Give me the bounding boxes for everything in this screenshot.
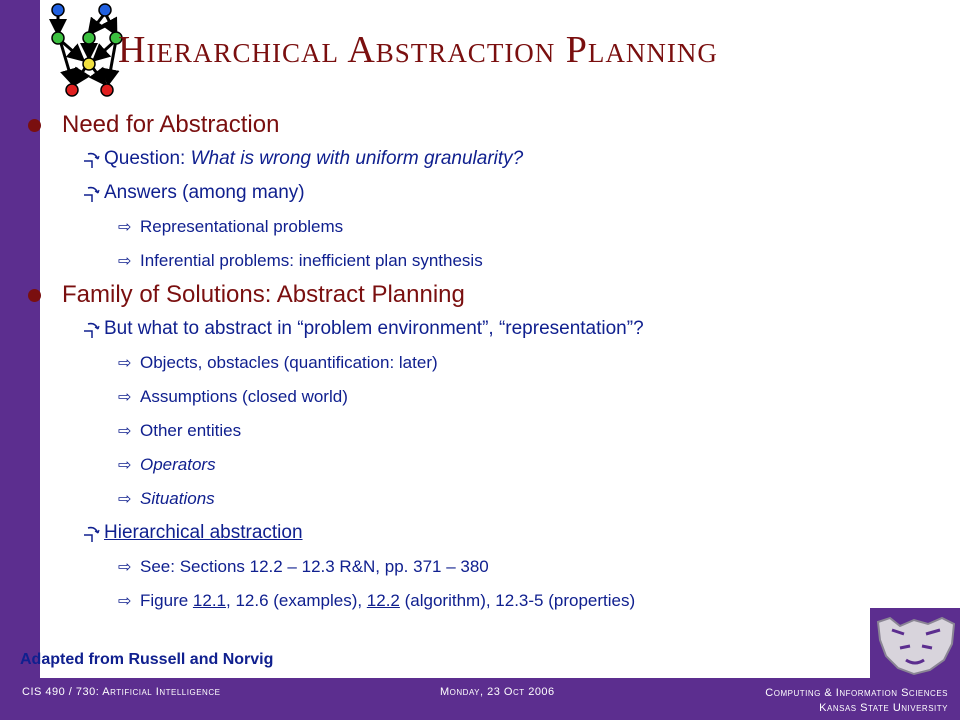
section-heading	[24, 108, 864, 142]
hollow-right-arrow-icon: ⇨	[118, 421, 132, 440]
item-question: What is wrong with uniform granularity?	[190, 148, 524, 169]
sub-item-text: Other entities	[140, 421, 242, 440]
sub-item	[24, 550, 864, 584]
section-heading	[24, 278, 864, 312]
hierarchical-abstraction-link[interactable]: Hierarchical abstraction	[104, 522, 303, 543]
figure-middle: , 12.6 (examples),	[226, 591, 367, 610]
sub-item-text: Situations	[140, 489, 215, 508]
figure-prefix: Figure	[140, 591, 193, 610]
credit-line: Adapted from Russell and Norvig	[20, 651, 274, 668]
figure-12-1-link[interactable]: 12.1	[192, 591, 227, 610]
sub-item-text: Operators	[140, 455, 216, 474]
department-label: Computing & Information Sciences	[765, 687, 948, 699]
list-item	[24, 176, 864, 210]
department-block	[765, 686, 948, 716]
list-item	[24, 516, 864, 550]
sub-item-text: Assumptions (closed world)	[140, 387, 348, 406]
sub-item	[24, 210, 864, 244]
checkbox-mark-icon	[82, 525, 100, 543]
course-label: CIS 490 / 730: Artificial Intelligence	[22, 686, 221, 698]
section-heading-text: Family of Solutions: Abstract Planning	[62, 281, 465, 308]
university-label: Kansas State University	[819, 702, 948, 714]
figure-suffix: (algorithm), 12.3-5 (properties)	[399, 591, 636, 610]
round-bullet	[28, 119, 41, 132]
checkbox-mark-icon	[82, 321, 100, 339]
item-text: But what to abstract in “problem environment”, “representation”?	[104, 318, 644, 339]
figure-12-2-link[interactable]: 12.2	[366, 591, 400, 610]
checkbox-mark-icon	[82, 151, 100, 169]
sub-item	[24, 346, 864, 380]
date-label: Monday, 23 Oct 2006	[440, 686, 555, 698]
sub-item-text: See: Sections 12.2 – 12.3 R&N, pp. 371 – 380	[140, 557, 489, 576]
list-item	[24, 312, 864, 346]
wildcat-logo	[870, 608, 960, 680]
sub-item	[24, 448, 864, 482]
hollow-right-arrow-icon: ⇨	[118, 455, 132, 474]
list-item	[24, 142, 864, 176]
slide-title: Hierarchical Abstraction Planning	[118, 29, 718, 71]
hollow-right-arrow-icon: ⇨	[118, 217, 132, 236]
checkbox-mark-icon	[82, 185, 100, 203]
hollow-right-arrow-icon: ⇨	[118, 251, 132, 270]
slide-body	[24, 108, 864, 618]
sub-item	[24, 414, 864, 448]
round-bullet	[28, 289, 41, 302]
hollow-right-arrow-icon: ⇨	[118, 387, 132, 406]
section-heading-text: Need for Abstraction	[62, 111, 280, 138]
sub-item-text: Representational problems	[140, 217, 344, 236]
item-prefix: Question:	[104, 148, 191, 169]
hollow-right-arrow-icon: ⇨	[118, 557, 132, 576]
hollow-right-arrow-icon: ⇨	[118, 353, 132, 372]
hollow-right-arrow-icon: ⇨	[118, 591, 132, 610]
sub-item	[24, 380, 864, 414]
sub-item	[24, 244, 864, 278]
sub-item	[24, 482, 864, 516]
hollow-right-arrow-icon: ⇨	[118, 489, 132, 508]
sub-item	[24, 584, 864, 618]
item-text: Answers (among many)	[104, 182, 305, 203]
sub-item-text: Objects, obstacles (quantification: later)	[140, 353, 438, 372]
sub-item-text: Inferential problems: inefficient plan synthesis	[140, 251, 483, 270]
